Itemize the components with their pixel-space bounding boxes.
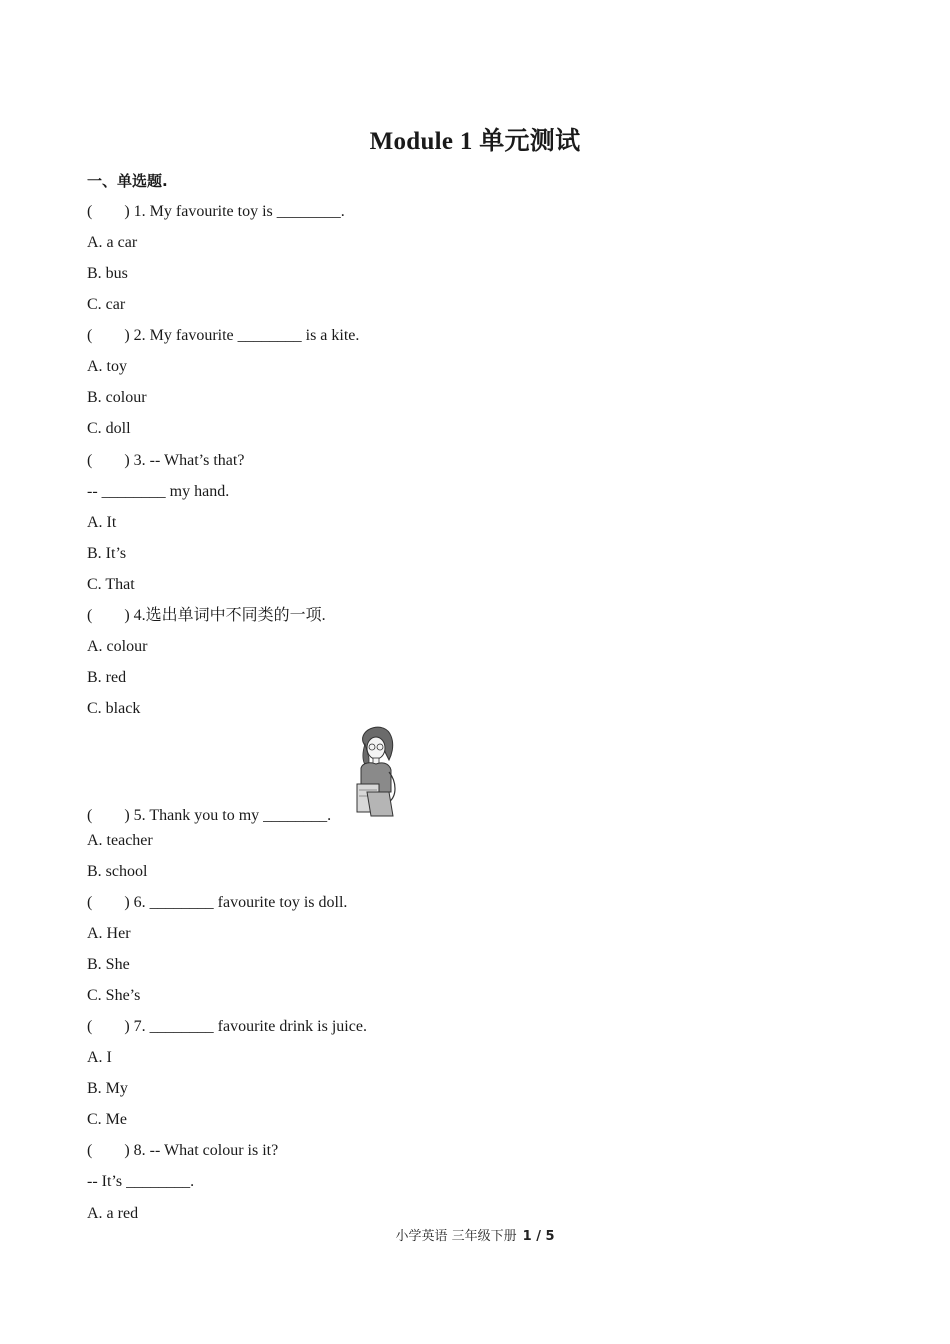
page-number: 1 / 5 bbox=[522, 1229, 555, 1244]
option-line: C. Me bbox=[87, 1111, 127, 1128]
answer-line: -- ________ my hand. bbox=[87, 483, 230, 500]
question-line: ( ) 6. ________ favourite toy is doll. bbox=[87, 894, 348, 911]
option-line: A. colour bbox=[87, 638, 148, 655]
question-line: ( ) 1. My favourite toy is ________. bbox=[87, 203, 345, 220]
question-line: ( ) 7. ________ favourite drink is juice. bbox=[87, 1018, 367, 1035]
option-line: C. She’s bbox=[87, 987, 141, 1004]
footer-label: 小学英语 三年级下册 bbox=[395, 1229, 517, 1244]
option-line: A. teacher bbox=[87, 832, 153, 849]
option-line: B. school bbox=[87, 863, 148, 880]
teacher-illustration-icon bbox=[345, 722, 405, 818]
option-line: A. Her bbox=[87, 925, 131, 942]
option-line: A. a car bbox=[87, 234, 138, 251]
page-title: Module 1 单元测试 bbox=[369, 128, 581, 155]
answer-line: -- It’s ________. bbox=[87, 1173, 195, 1190]
question-line: ( ) 8. -- What colour is it? bbox=[87, 1142, 279, 1159]
question-line: ( ) 2. My favourite ________ is a kite. bbox=[87, 327, 360, 344]
option-line: C. doll bbox=[87, 420, 131, 437]
question-line: ( ) 5. Thank you to my ________. bbox=[87, 807, 332, 824]
option-line: B. colour bbox=[87, 389, 147, 406]
option-line: C. car bbox=[87, 296, 126, 313]
question-line: ( ) 4.选出单词中不同类的一项. bbox=[87, 607, 326, 624]
option-line: B. It’s bbox=[87, 545, 127, 562]
option-line: B. bus bbox=[87, 265, 128, 282]
option-line: B. She bbox=[87, 956, 130, 973]
option-line: A. I bbox=[87, 1049, 112, 1066]
option-line: C. That bbox=[87, 576, 135, 593]
option-line: A. It bbox=[87, 514, 117, 531]
section-heading: 一、单选题. bbox=[87, 172, 168, 190]
option-line: A. a red bbox=[87, 1205, 139, 1222]
question-line: ( ) 3. -- What’s that? bbox=[87, 452, 245, 469]
option-line: B. My bbox=[87, 1080, 128, 1097]
page-footer bbox=[0, 1225, 950, 1244]
option-line: B. red bbox=[87, 669, 127, 686]
option-line: A. toy bbox=[87, 358, 127, 375]
option-line: C. black bbox=[87, 700, 141, 717]
